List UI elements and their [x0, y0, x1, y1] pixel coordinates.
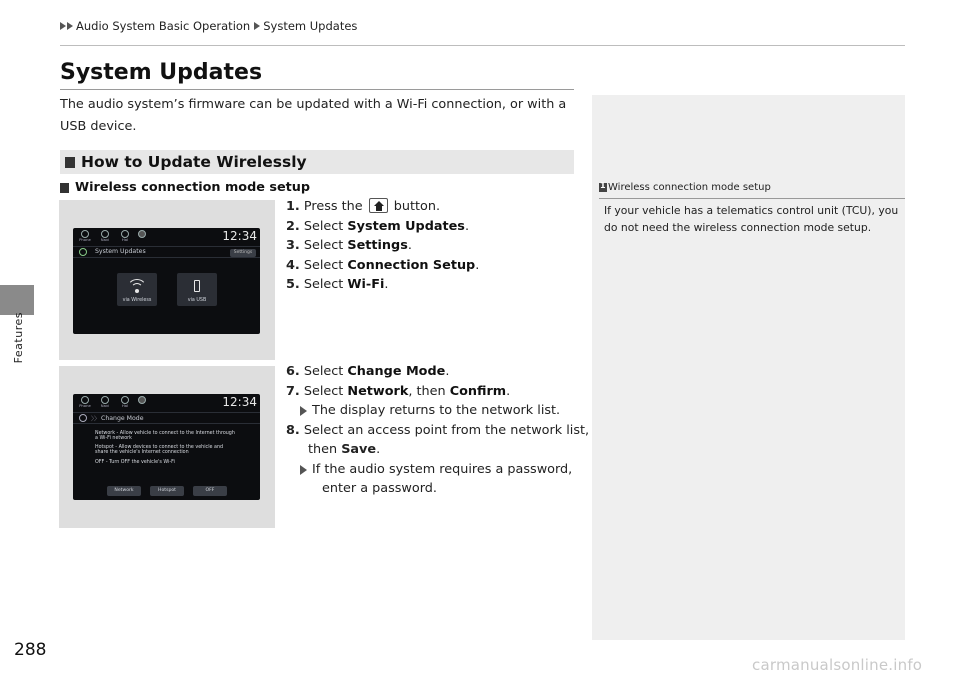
- settings-button[interactable]: Settings: [230, 249, 256, 257]
- screen-title: System Updates: [95, 248, 146, 255]
- step-8: 8. Select an access point from the network list,: [286, 422, 590, 438]
- phone-icon: Phone: [79, 396, 91, 408]
- subsection-heading: [60, 180, 310, 195]
- note-body: If your vehicle has a telematics control unit (TCU), you do not need the wireless connection mode setup.: [604, 204, 899, 234]
- gear-icon: [79, 414, 87, 422]
- title-divider: [60, 89, 574, 90]
- mode-description-line: share the vehicle's Internet connection: [95, 450, 189, 455]
- subsection-heading-text: Wireless connection mode setup: [75, 180, 311, 195]
- refresh-icon: [79, 248, 87, 256]
- step-5: 5. Select Wi-Fi.: [286, 277, 389, 292]
- result-arrow-icon: [300, 465, 307, 475]
- step-8-result: If the audio system requires a password,: [286, 460, 589, 480]
- usb-icon: [194, 280, 200, 292]
- via-wireless-button[interactable]: [117, 273, 157, 306]
- home-button-icon: [369, 198, 388, 213]
- step-8-result-continued: enter a password.: [322, 481, 437, 496]
- result-arrow-icon: [300, 406, 307, 416]
- screen-title-bar: [73, 412, 260, 424]
- breadcrumb: [60, 19, 357, 33]
- via-usb-button[interactable]: [177, 273, 217, 306]
- step-8-continued: then Save.: [308, 442, 381, 457]
- note-divider: [599, 198, 905, 199]
- display-screen: [73, 394, 260, 500]
- display-screen: [73, 228, 260, 334]
- tile-label: via USB: [187, 298, 207, 303]
- screen-status-bar: [73, 228, 260, 245]
- section-heading: How to Update Wirelessly: [81, 153, 307, 171]
- navi-icon: Navi: [99, 396, 111, 408]
- badge-icon: [136, 396, 148, 408]
- breadcrumb-level2[interactable]: System Updates: [263, 19, 358, 33]
- page-number: 288: [14, 640, 47, 660]
- steps-group-1: [286, 197, 479, 295]
- note-heading-text: Wireless connection mode setup: [608, 182, 771, 193]
- step-7-result: The display returns to the network list.: [286, 401, 589, 421]
- screenshot-system-updates: [59, 200, 275, 360]
- tile-label: via Wireless: [122, 298, 152, 303]
- note-column: [592, 95, 905, 640]
- section-square-icon: [65, 157, 75, 168]
- page-title: System Updates: [60, 60, 263, 85]
- step-4: 4. Select Connection Setup.: [286, 257, 480, 273]
- phone-icon: Phone: [79, 230, 91, 242]
- off-button[interactable]: OFF: [193, 486, 227, 496]
- step-2: 2. Select System Updates.: [286, 218, 470, 234]
- mode-description-line: Network - Allow vehicle to connect to the Internet through: [95, 431, 235, 436]
- breadcrumb-arrow-icon: [60, 22, 66, 30]
- badge-icon: [136, 230, 148, 242]
- steps-group-2: [286, 362, 589, 499]
- note-heading: [599, 182, 771, 193]
- back-chevrons-icon[interactable]: 〉〉: [91, 416, 101, 423]
- breadcrumb-arrow-icon: [254, 22, 260, 30]
- note-number-icon: [599, 183, 607, 192]
- mode-description-line: a Wi-Fi network: [95, 436, 132, 441]
- screen-clock: 12:34: [222, 229, 257, 243]
- chapter-tab: [0, 285, 34, 315]
- section-heading-band: [60, 150, 574, 174]
- breadcrumb-level1[interactable]: Audio System Basic Operation: [76, 19, 251, 33]
- hal-icon: Hal: [119, 230, 131, 242]
- navi-icon: Navi: [99, 230, 111, 242]
- intro-paragraph: The audio system’s firmware can be updated with a Wi-Fi connection, or with a USB device.: [60, 97, 567, 134]
- hotspot-button[interactable]: Hotspot: [150, 486, 184, 496]
- screen-status-bar: [73, 394, 260, 411]
- watermark: carmanualsonline.info: [752, 656, 923, 674]
- network-button[interactable]: Network: [107, 486, 141, 496]
- mode-description-line: Hotspot - Allow devices to connect to the vehicle and: [95, 445, 224, 450]
- header-divider: [60, 45, 905, 46]
- breadcrumb-arrow-icon: [67, 22, 73, 30]
- step-3: 3. Select Settings.: [286, 238, 412, 253]
- screenshot-change-mode: [59, 366, 275, 528]
- chapter-label: Features: [12, 312, 25, 364]
- screen-title-bar: [73, 246, 260, 258]
- hal-icon: Hal: [119, 396, 131, 408]
- mode-description-line: OFF - Turn OFF the vehicle's Wi-Fi: [95, 460, 175, 465]
- step-6: 6. Select Change Mode.: [286, 364, 450, 379]
- step-1: 1. Press the button.: [286, 199, 441, 214]
- screen-clock: 12:34: [222, 395, 257, 409]
- step-7: 7. Select Network, then Confirm.: [286, 383, 511, 399]
- screen-title: Change Mode: [101, 415, 144, 422]
- subsection-square-icon: [60, 183, 69, 193]
